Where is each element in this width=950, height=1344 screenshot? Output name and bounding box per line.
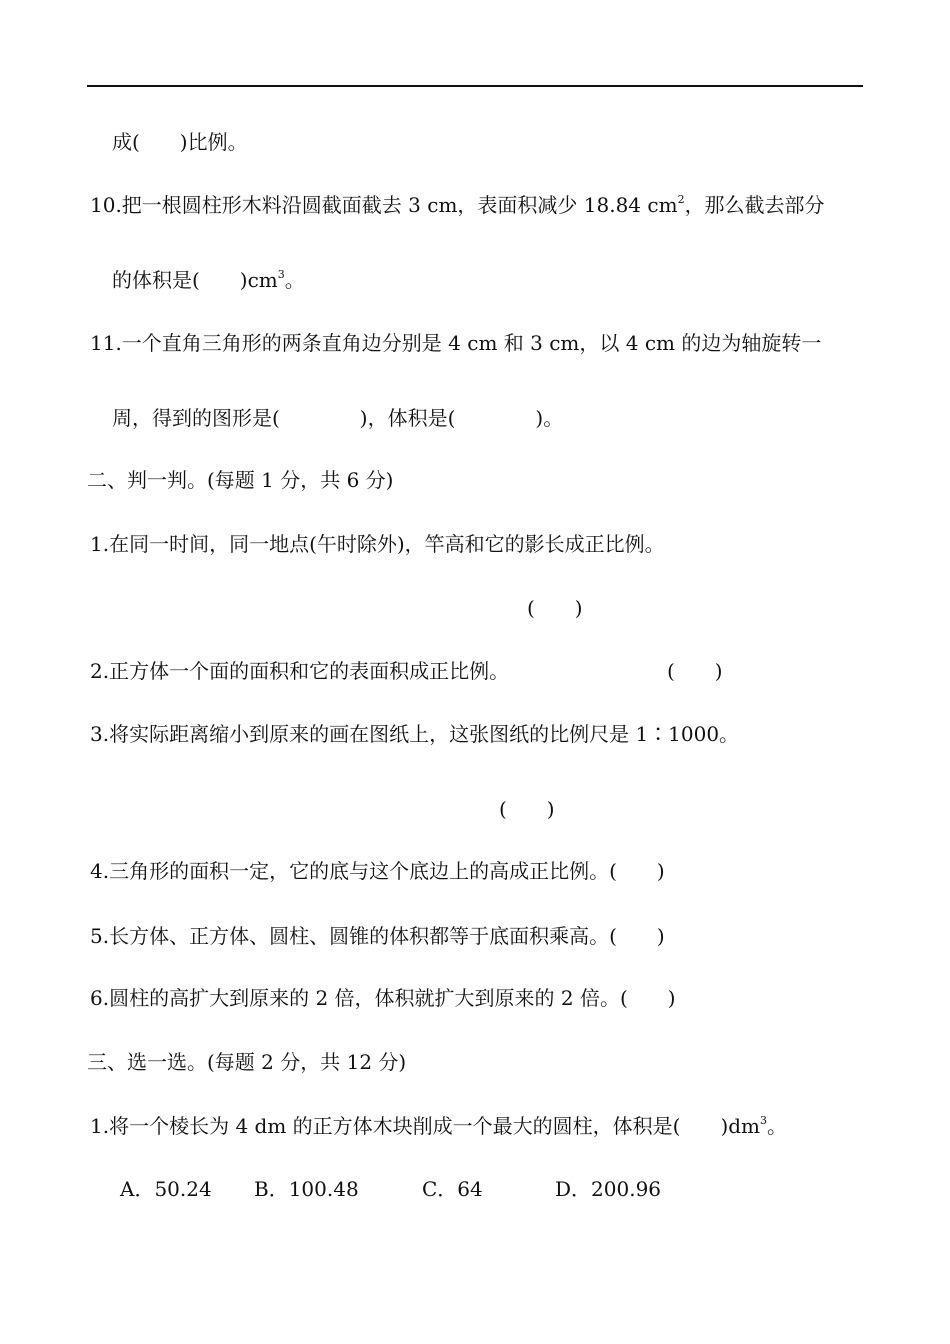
q9-continuation: 成( )比例。 (112, 130, 248, 154)
judge-3-answer-paren: ( ) (499, 797, 555, 821)
option-b: B．100.48 (254, 1177, 359, 1201)
judge-4: 4.三角形的面积一定，它的底与这个底边上的高成正比例。( ) (90, 859, 665, 883)
q10b-text-post: 。 (284, 268, 305, 292)
q10-text-post: ，那么截去部分 (684, 193, 825, 217)
judge-2: 2.正方体一个面的面积和它的表面积成正比例。 (90, 659, 510, 683)
judge-6: 6.圆柱的高扩大到原来的 2 倍，体积就扩大到原来的 2 倍。( ) (90, 986, 676, 1010)
option-a: A．50.24 (120, 1177, 212, 1201)
header-rule (87, 85, 863, 87)
q10-text: 10.把一根圆柱形木料沿圆截面截去 3 cm，表面积减少 18.84 cm (90, 193, 678, 217)
option-d: D．200.96 (555, 1177, 662, 1201)
select-1-superscript: 3 (760, 1114, 768, 1127)
select-1-text-post: 。 (767, 1114, 788, 1138)
judge-3: 3.将实际距离缩小到原来的画在图纸上，这张图纸的比例尺是 1∶1000。 (90, 722, 740, 746)
q10b-text: 的体积是( )cm (112, 268, 278, 292)
q10b-superscript: 3 (277, 268, 285, 281)
judge-2-answer-paren: ( ) (667, 659, 723, 683)
question-10-line1 (90, 191, 825, 219)
select-1-text: 1.将一个棱长为 4 dm 的正方体木块削成一个最大的圆柱，体积是( )dm (90, 1114, 761, 1138)
judge-5: 5.长方体、正方体、圆柱、圆锥的体积都等于底面积乘高。( ) (90, 924, 665, 948)
question-10-line2 (112, 266, 305, 294)
judge-1: 1.在同一时间，同一地点(午时除外)，竿高和它的影长成正比例。 (90, 532, 665, 556)
section-3-heading: 三、选一选。(每题 2 分，共 12 分) (87, 1050, 407, 1074)
question-11-line1: 11.一个直角三角形的两条直角边分别是 4 cm 和 3 cm，以 4 cm 的边为轴旋转一 (90, 331, 822, 355)
judge-1-answer-paren: ( ) (527, 596, 583, 620)
option-c: C．64 (422, 1177, 483, 1201)
section-2-heading: 二、判一判。(每题 1 分，共 6 分) (87, 468, 394, 492)
question-11-line2: 周，得到的图形是( )，体积是( )。 (112, 406, 564, 430)
q10-superscript: 2 (677, 193, 685, 206)
select-1 (90, 1112, 787, 1140)
